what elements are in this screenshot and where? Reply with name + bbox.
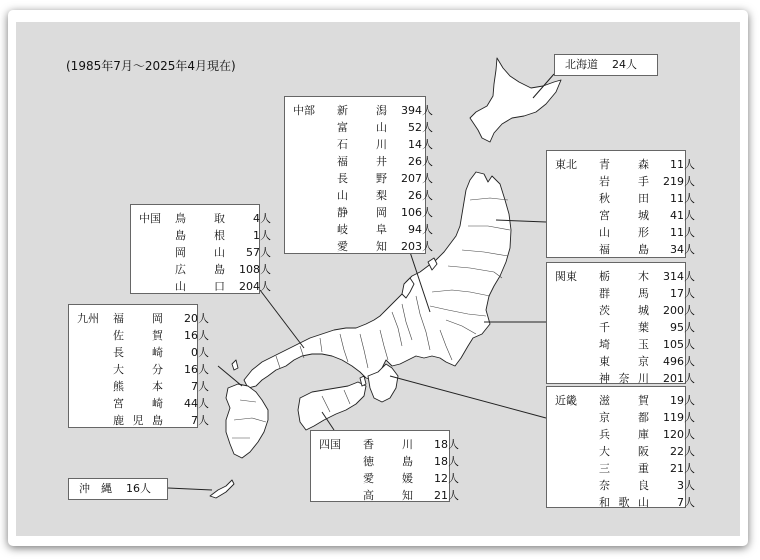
prefecture-name: 岩手 xyxy=(599,175,649,188)
region-box-shikoku xyxy=(310,430,459,502)
leader-okinawa xyxy=(168,488,212,490)
prefecture-row xyxy=(363,470,459,487)
prefecture-name: 大阪 xyxy=(599,445,649,458)
prefecture-row xyxy=(113,378,209,395)
region-box-kanto xyxy=(546,262,695,385)
prefecture-row xyxy=(599,173,695,190)
prefecture-row xyxy=(599,156,695,173)
prefecture-row xyxy=(113,395,209,412)
prefecture-count: 19人 xyxy=(670,394,695,407)
okinawa-box xyxy=(68,478,168,500)
prefecture-name: 千葉 xyxy=(599,321,649,334)
prefecture-row xyxy=(337,221,433,238)
prefecture-count: 496人 xyxy=(663,355,695,368)
prefecture-row xyxy=(113,412,209,429)
prefecture-row xyxy=(599,443,695,460)
prefecture-count: 314人 xyxy=(663,270,695,283)
prefecture-row xyxy=(337,136,433,153)
prefecture-row xyxy=(363,436,459,453)
prefecture-count: 18人 xyxy=(434,455,459,468)
prefecture-row xyxy=(599,370,695,387)
region-name-kyushu: 九州 xyxy=(77,312,99,325)
prefecture-count: 21人 xyxy=(670,462,695,475)
prefecture-count: 57人 xyxy=(246,246,271,259)
prefecture-row xyxy=(337,204,433,221)
prefecture-name: 山口 xyxy=(175,280,225,293)
prefecture-row xyxy=(337,238,433,255)
prefecture-row xyxy=(599,190,695,207)
prefecture-count: 16人 xyxy=(184,329,209,342)
prefecture-name: 茨城 xyxy=(599,304,649,317)
prefecture-name: 三重 xyxy=(599,462,649,475)
okinawa-count: 16人 xyxy=(126,482,151,495)
prefecture-count: 7人 xyxy=(677,496,695,509)
shikoku-shape xyxy=(298,382,366,430)
prefecture-row xyxy=(599,426,695,443)
prefecture-name: 栃木 xyxy=(599,270,649,283)
prefecture-count: 3人 xyxy=(677,479,695,492)
prefecture-name: 山梨 xyxy=(337,189,387,202)
prefecture-count: 95人 xyxy=(670,321,695,334)
prefecture-row xyxy=(113,361,209,378)
prefecture-count: 17人 xyxy=(670,287,695,300)
region-name-chugoku: 中国 xyxy=(139,212,161,225)
prefecture-row xyxy=(599,392,695,409)
prefecture-row xyxy=(175,244,271,261)
prefecture-row xyxy=(175,278,271,295)
prefecture-count: 204人 xyxy=(239,280,271,293)
prefecture-row xyxy=(337,102,433,119)
prefecture-count: 14人 xyxy=(408,138,433,151)
prefecture-row xyxy=(599,336,695,353)
prefecture-name: 宮崎 xyxy=(113,397,163,410)
prefecture-row xyxy=(337,187,433,204)
prefecture-name: 佐賀 xyxy=(113,329,163,342)
prefecture-count: 11人 xyxy=(670,226,695,239)
prefecture-count: 11人 xyxy=(670,192,695,205)
prefecture-name: 富山 xyxy=(337,121,387,134)
hokkaido-box xyxy=(554,54,658,76)
prefecture-count: 207人 xyxy=(401,172,433,185)
prefecture-count: 219人 xyxy=(663,175,695,188)
prefecture-row xyxy=(599,409,695,426)
prefecture-count: 203人 xyxy=(401,240,433,253)
prefecture-row xyxy=(113,344,209,361)
prefecture-count: 106人 xyxy=(401,206,433,219)
prefecture-name: 宮城 xyxy=(599,209,649,222)
prefecture-name: 山形 xyxy=(599,226,649,239)
prefecture-count: 12人 xyxy=(434,472,459,485)
prefecture-count: 7人 xyxy=(191,414,209,427)
region-name-kanto: 関東 xyxy=(555,270,577,283)
prefecture-count: 7人 xyxy=(191,380,209,393)
region-name-chubu: 中部 xyxy=(293,104,315,117)
region-box-tohoku xyxy=(546,150,695,258)
prefecture-name: 島根 xyxy=(175,229,225,242)
prefecture-name: 東京 xyxy=(599,355,649,368)
prefecture-name: 香川 xyxy=(363,438,413,451)
region-name-kinki: 近畿 xyxy=(555,394,577,407)
prefecture-name: 熊本 xyxy=(113,380,163,393)
prefecture-name: 兵庫 xyxy=(599,428,649,441)
prefecture-name: 福井 xyxy=(337,155,387,168)
prefecture-name: 徳島 xyxy=(363,455,413,468)
prefecture-count: 4人 xyxy=(253,212,271,225)
prefecture-count: 200人 xyxy=(663,304,695,317)
prefecture-row xyxy=(175,210,271,227)
prefecture-name: 広島 xyxy=(175,263,225,276)
prefecture-name: 長崎 xyxy=(113,346,163,359)
prefecture-name: 愛媛 xyxy=(363,472,413,485)
prefecture-row xyxy=(337,119,433,136)
prefecture-count: 11人 xyxy=(670,158,695,171)
leader-kyushu xyxy=(218,366,242,386)
prefecture-name: 青森 xyxy=(599,158,649,171)
prefecture-row xyxy=(599,494,695,511)
prefecture-count: 26人 xyxy=(408,189,433,202)
prefecture-name: 石川 xyxy=(337,138,387,151)
prefecture-count: 108人 xyxy=(239,263,271,276)
prefecture-name: 群馬 xyxy=(599,287,649,300)
prefecture-name: 大分 xyxy=(113,363,163,376)
prefecture-count: 0人 xyxy=(191,346,209,359)
prefecture-row xyxy=(363,453,459,470)
prefecture-row xyxy=(599,477,695,494)
prefecture-count: 41人 xyxy=(670,209,695,222)
prefecture-count: 18人 xyxy=(434,438,459,451)
prefecture-row xyxy=(599,241,695,258)
prefecture-name: 静岡 xyxy=(337,206,387,219)
prefecture-name: 愛知 xyxy=(337,240,387,253)
okinawa-pref: 沖 縄 xyxy=(79,482,112,495)
prefecture-name: 長野 xyxy=(337,172,387,185)
region-box-kyushu xyxy=(68,304,209,428)
prefecture-row xyxy=(113,310,209,327)
leader-kinki xyxy=(390,376,546,418)
prefecture-name: 埼玉 xyxy=(599,338,649,351)
okinawa-island-shape xyxy=(210,480,234,498)
prefecture-row xyxy=(175,227,271,244)
prefecture-name: 岐阜 xyxy=(337,223,387,236)
prefecture-count: 44人 xyxy=(184,397,209,410)
prefecture-count: 201人 xyxy=(663,372,695,385)
period-caption: (1985年7月〜2025年4月現在) xyxy=(66,59,236,73)
hokkaido-pref: 北海道 xyxy=(565,58,598,71)
prefecture-name: 福岡 xyxy=(113,312,163,325)
prefecture-name: 和歌山 xyxy=(599,496,649,509)
region-box-kinki xyxy=(546,386,695,509)
prefecture-count: 120人 xyxy=(663,428,695,441)
prefecture-name: 高知 xyxy=(363,489,413,502)
region-name-shikoku: 四国 xyxy=(319,438,341,451)
prefecture-name: 鹿児島 xyxy=(113,414,163,427)
prefecture-name: 秋田 xyxy=(599,192,649,205)
prefecture-row xyxy=(599,319,695,336)
prefecture-count: 52人 xyxy=(408,121,433,134)
tsushima-island-shape xyxy=(232,360,238,370)
region-name-tohoku: 東北 xyxy=(555,158,577,171)
leader-chugoku xyxy=(260,290,304,348)
prefecture-name: 新潟 xyxy=(337,104,387,117)
hokkaido-count: 24人 xyxy=(612,58,637,71)
prefecture-row xyxy=(599,268,695,285)
prefecture-row xyxy=(599,285,695,302)
prefecture-row xyxy=(599,207,695,224)
region-box-chugoku xyxy=(130,204,271,294)
prefecture-row xyxy=(363,487,459,504)
prefecture-name: 滋賀 xyxy=(599,394,649,407)
prefecture-count: 34人 xyxy=(670,243,695,256)
prefecture-name: 神奈川 xyxy=(599,372,649,385)
prefecture-count: 394人 xyxy=(401,104,433,117)
prefecture-count: 119人 xyxy=(663,411,695,424)
prefecture-row xyxy=(113,327,209,344)
prefecture-row xyxy=(337,153,433,170)
prefecture-count: 105人 xyxy=(663,338,695,351)
prefecture-row xyxy=(599,224,695,241)
prefecture-count: 22人 xyxy=(670,445,695,458)
prefecture-count: 94人 xyxy=(408,223,433,236)
prefecture-name: 鳥取 xyxy=(175,212,225,225)
prefecture-row xyxy=(599,302,695,319)
prefecture-row xyxy=(337,170,433,187)
prefecture-count: 26人 xyxy=(408,155,433,168)
region-box-chubu xyxy=(284,96,433,254)
prefecture-name: 京都 xyxy=(599,411,649,424)
prefecture-row xyxy=(599,353,695,370)
prefecture-name: 岡山 xyxy=(175,246,225,259)
prefecture-row xyxy=(175,261,271,278)
prefecture-name: 福島 xyxy=(599,243,649,256)
prefecture-count: 21人 xyxy=(434,489,459,502)
prefecture-count: 1人 xyxy=(253,229,271,242)
prefecture-count: 16人 xyxy=(184,363,209,376)
prefecture-count: 20人 xyxy=(184,312,209,325)
hokkaido-shape xyxy=(470,58,561,142)
prefecture-name: 奈良 xyxy=(599,479,649,492)
prefecture-row xyxy=(599,460,695,477)
